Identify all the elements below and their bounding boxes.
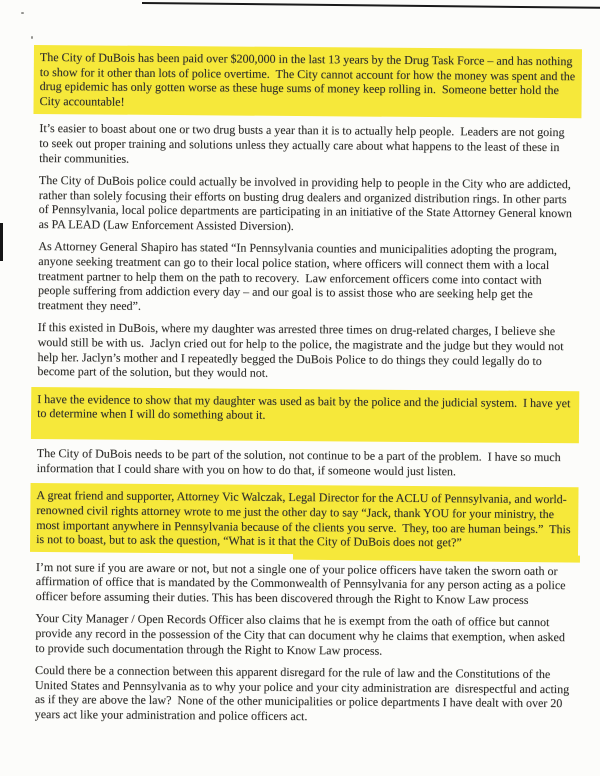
paragraph-part-of-solution: The City of DuBois needs to be part of the solution, not continue to be a part of the problem. I have so much information that I could share with you on how to do that, if someone would just listen.: [36, 446, 564, 479]
highlighted-paragraph-drug-task-force: The City of DuBois has been paid over $200,000 in the last 13 years by the Drug Task Force – and has nothing to show for it other than lots of police overtime. The City cannot account for how the money was spent and the drug epidemic has only gotten worse as these huge sums of money keep rolling in. Someone better hold the City accountable!: [33, 45, 582, 118]
highlighted-paragraph-evidence-bait: I have the evidence to show that my daughter was used as bait by the police and the judicial system. I have yet to determine when I will do something about it.: [31, 387, 579, 444]
highlighted-paragraph-walczak-quote: A great friend and supporter, Attorney Vic Walczak, Legal Director for the ACLU of Pennsylvania, and world-renowned civil rights attorney wrote to me just the other day to say “Jack, thank YOU for your ministry, the most important anywhere in Pennsylvania because of the clients you serve. They, too are human beings.” This is not to boast, but to ask the question, “What is it that the City of DuBois does not get?”: [30, 483, 579, 556]
paragraph-disregard-rule-of-law: Could there be a connection between this apparent disregard for the rule of law and the Constitutions of the United States and Pennsylvania as to why your police and your city administration are disrespectful and acting as if they are above the law? None of the other municipalities or police departments I have dealt with over 20 years act like your administration and police officers act.: [34, 662, 573, 724]
paragraph-easier-to-boast: It’s easier to boast about one or two drug busts a year than it is to actually help people. Leaders are not going to seek out proper training and solutions unless they actually care about what happens to the least of these in their communities.: [39, 121, 568, 166]
scan-speck: [21, 12, 24, 14]
paragraph-city-manager-exemption: Your City Manager / Open Records Officer also claims that he is exempt from the oath of office but cannot provide any record in the possession of the City that can document why he claims that exemption, when asked to provide such documentation through the Right to Know Law process.: [35, 611, 568, 658]
paragraph-sworn-oath: I’m not sure if you are aware or not, but not a single one of your police officers have taken the sworn oath or affirmation of office that is mandated by the Commonwealth of Pennsylvania for any person acting as a police officer before assuming their duties. This has been discovered through the Right to Know Law process: [35, 559, 569, 607]
paragraph-attorney-general-quote: As Attorney General Shapiro has stated “In Pennsylvania counties and municipalities adopting the program, anyone seeking treatment can go to their local police station, where officers will connect them with a local treatment partner to help them on the path to recovery. Law enforcement officers come into contact with people suffering from addiction every day – and our goal is to assist those who are seeking help get the treatment they need”.: [37, 239, 561, 313]
paragraph-police-could-help: The City of DuBois police could actually be involved in providing help to people in the City who are addicted, rather than solely focusing their efforts on busting drug dealers and organized distribution rings. In other parts of Pennsylvania, local police departments are participating in an initiative of the State Attorney General known as PA LEAD (Law Enforcement Assisted Diversion).: [38, 172, 575, 234]
paragraph-daughter-arrested: If this existed in DuBois, where my daughter was arrested three times on drug-related charges, I believe she would still be with us. Jaclyn cried out for help to the police, the magistrate and the judge but they would not help her. Jaclyn’s mother and I repeatedly begged the DuBois Police to do things they could legally do to become part of the solution, but they would not.: [37, 320, 567, 381]
letter-body: [34, 45, 579, 733]
scan-left-edge-mark: [0, 223, 3, 261]
scan-speck: [31, 36, 33, 39]
scan-edge-line: [142, 2, 600, 9]
